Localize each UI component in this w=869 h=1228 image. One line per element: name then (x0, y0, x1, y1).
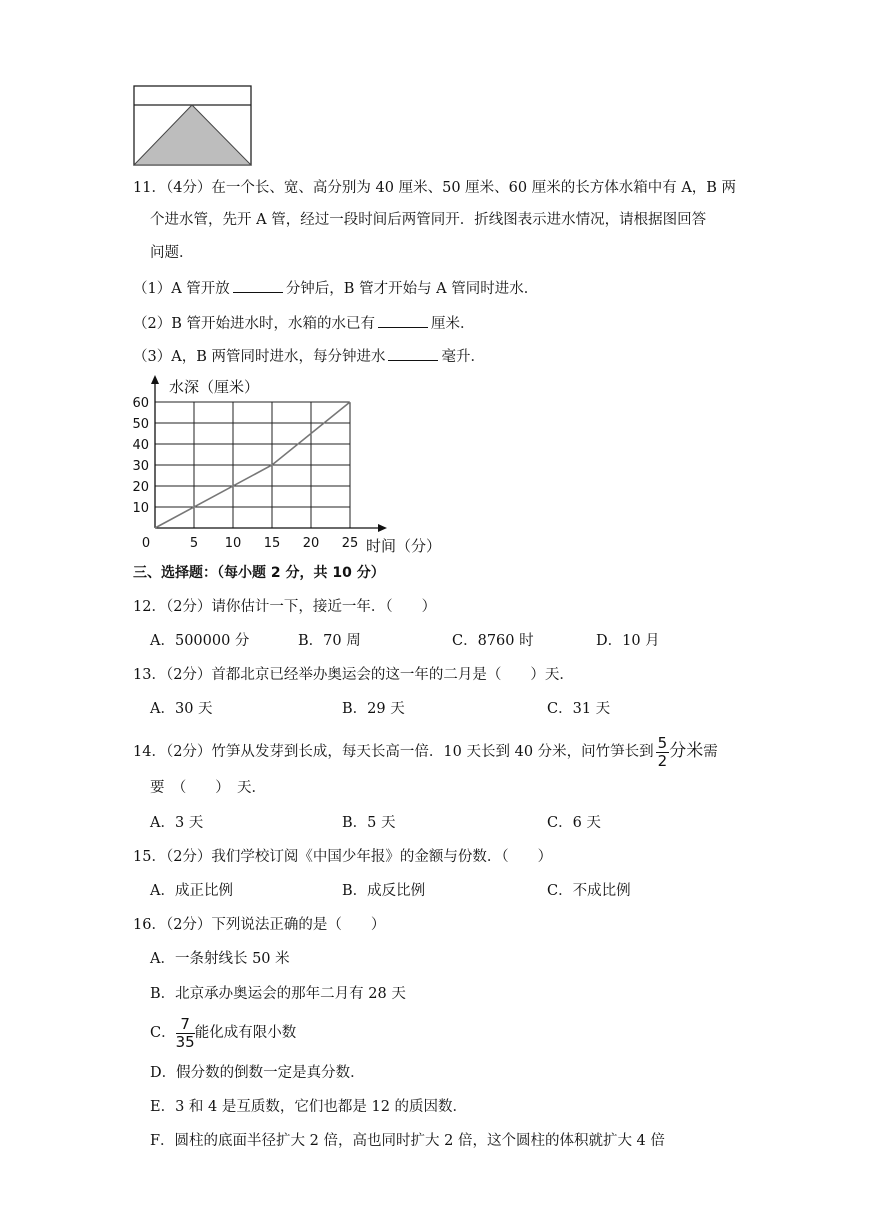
q11-sub3-text-b: 毫升． (441, 349, 485, 365)
q11-sub2-text-a: （2）B 管开始进水时，水箱的水已有 (133, 316, 375, 332)
answer-blank[interactable] (388, 346, 438, 361)
y-tick-label: 40 (132, 438, 149, 453)
y-axis-label: 水深（厘米） (169, 378, 260, 396)
q11-line1: 11．（4分）在一个长、宽、高分别为 40 厘米、50 厘米、60 厘米的长方体水箱中有 A，B 两 (133, 180, 737, 196)
x-axis-arrow-icon (378, 524, 387, 532)
q11-sub2 (133, 313, 475, 334)
x-tick-label: 15 (263, 536, 281, 551)
q16-option-b[interactable]: B．北京承办奥运会的那年二月有 28 天 (150, 986, 406, 1002)
x-tick-label: 25 (341, 536, 359, 551)
q16-option-a[interactable]: A．一条射线长 50 米 (150, 951, 290, 967)
q16-option-c-text: 能化成有限小数 (194, 1025, 297, 1041)
q15-option-c[interactable]: C．不成比例 (547, 883, 631, 899)
q15-option-b[interactable]: B．成反比例 (342, 883, 426, 899)
y-tick-label: 30 (132, 459, 149, 474)
q16-option-d[interactable]: D．假分数的倒数一定是真分数． (150, 1065, 365, 1081)
water-depth-line-chart (125, 372, 455, 562)
q13-option-c[interactable]: C．31 天 (547, 701, 611, 717)
fraction-denominator: 35 (175, 1032, 195, 1051)
q12-option-d[interactable]: D．10 月 (596, 633, 660, 649)
fraction-numerator: 7 (176, 1016, 195, 1034)
q15-stem: 15．（2分）我们学校订阅《中国少年报》的金额与份数．（ ） (133, 849, 553, 865)
q16-option-f[interactable]: F．圆柱的底面半径扩大 2 倍，高也同时扩大 2 倍，这个圆柱的体积就扩大 4 倍 (150, 1133, 665, 1149)
q11-sub1-text-a: （1）A 管开放 (133, 281, 230, 297)
q16-stem: 16．（2分）下列说法正确的是（ ） (133, 917, 386, 933)
fraction-five-halves (656, 735, 670, 770)
q14-unit: 分米 (669, 741, 704, 761)
x-tick-label: 20 (302, 536, 320, 551)
q14-stem-line1 (133, 731, 718, 771)
q14-stem-line2: 要 （ ） 天． (150, 780, 266, 796)
q11-line2: 个进水管，先开 A 管，经过一段时间后两管同开．折线图表示进水情况，请根据图回答 (150, 212, 707, 228)
fraction-denominator: 2 (657, 751, 668, 770)
y-tick-label: 10 (132, 501, 149, 516)
q12-option-a[interactable]: A．500000 分 (150, 633, 250, 649)
answer-blank[interactable] (233, 278, 283, 293)
fraction-seven-thirtyfifths (176, 1016, 195, 1051)
q14-stem-end: 需 (703, 744, 718, 760)
x-tick-label: 10 (224, 536, 242, 551)
x-tick-label: 0 (141, 536, 151, 551)
q13-option-b[interactable]: B．29 天 (342, 701, 405, 717)
answer-blank[interactable] (378, 313, 428, 328)
q11-sub1-text-b: 分钟后，B 管才开始与 A 管同时进水． (285, 281, 539, 297)
y-tick-label: 60 (132, 396, 149, 411)
q14-option-b[interactable]: B．5 天 (342, 815, 396, 831)
fraction-numerator: 5 (657, 733, 668, 752)
q12-stem: 12．（2分）请你估计一下，接近一年．（ ） (133, 599, 437, 615)
q16-option-c[interactable] (150, 1012, 296, 1054)
rectangle-triangle-figure (133, 85, 253, 167)
q15-option-a[interactable]: A．成正比例 (150, 883, 233, 899)
q14-option-a[interactable]: A．3 天 (150, 815, 204, 831)
x-tick-label: 5 (189, 536, 199, 551)
q11-line3: 问题． (150, 245, 194, 261)
q14-stem-text: 14．（2分）竹笋从发芽到长成，每天长高一倍．10 天长到 40 分米，问竹笋长到 (133, 744, 654, 760)
q12-option-c[interactable]: C．8760 时 (452, 633, 534, 649)
q16-option-e[interactable]: E．3 和 4 是互质数，它们也都是 12 的质因数． (150, 1099, 468, 1115)
q12-option-b[interactable]: B．70 周 (298, 633, 361, 649)
y-tick-label: 20 (132, 480, 149, 495)
q11-sub3-text-a: （3）A，B 两管同时进水，每分钟进水 (133, 349, 386, 365)
y-tick-label: 50 (132, 417, 149, 432)
q13-stem: 13．（2分）首都北京已经举办奥运会的这一年的二月是（ ）天． (133, 667, 574, 683)
q14-option-c[interactable]: C．6 天 (547, 815, 601, 831)
q13-option-a[interactable]: A．30 天 (150, 701, 213, 717)
y-axis-arrow-icon (151, 375, 159, 384)
q16-option-c-prefix: C． (150, 1025, 176, 1041)
q11-sub2-text-b: 厘米． (431, 316, 475, 332)
q11-sub3 (133, 346, 485, 367)
section3-title: 三、选择题：（每小题 2 分，共 10 分） (133, 565, 385, 581)
q11-sub1 (133, 278, 538, 299)
x-axis-label: 时间（分） (366, 537, 442, 555)
